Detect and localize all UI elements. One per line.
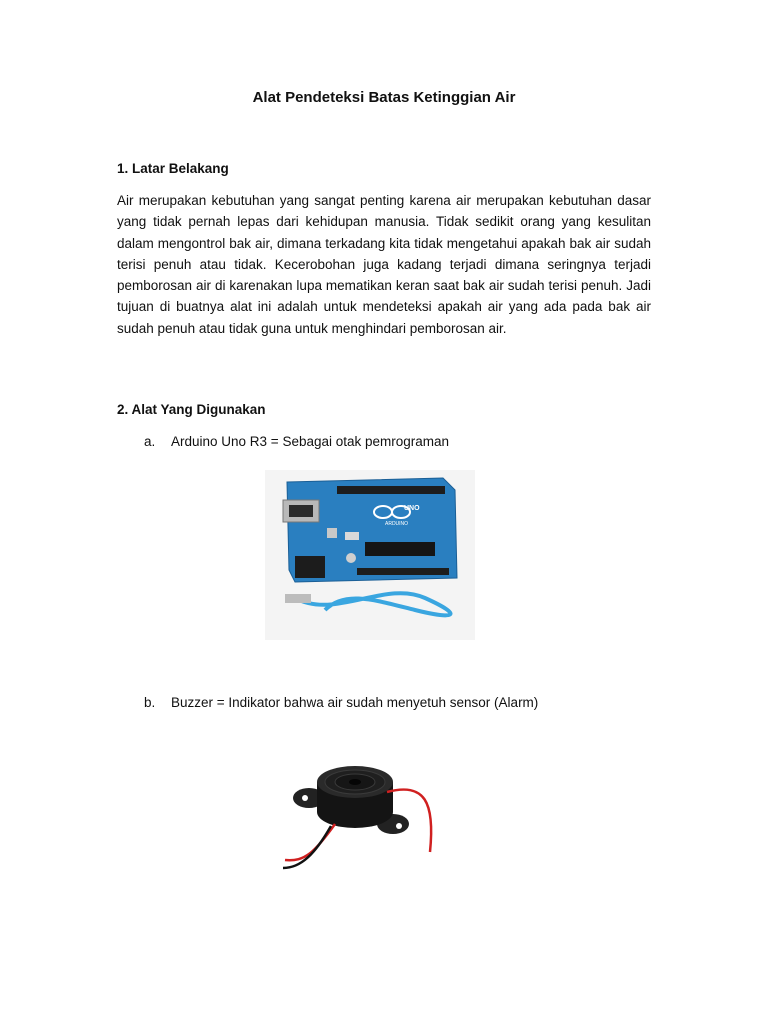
list-item-text: Arduino Uno R3 = Sebagai otak pemrograman: [171, 434, 450, 449]
section-paragraph-latar-belakang: Air merupakan kebutuhan yang sangat penting karena air merupakan kebutuhan dasar yang tidak pernah lepas dari kehidupan manusia. Tidak sedikit orang yang kesulitan dalam mengontrol bak air, dimana terkadang kita tidak mengetahui apakah bak air sudah terisi penuh atau tidak. Kecerobohan juga kadang terjadi dimana seringnya terjadi pemborosan air di karenakan lupa mematikan keran saat bak air sudah terisi penuh. Jadi tujuan di buatnya alat ini adalah untuk mendeteksi apakah air yang ada pada bak air sudah penuh atau tidak guna untuk menghindari pemborosan air.: [117, 193, 651, 336]
buzzer-image: [275, 742, 465, 892]
list-marker: a.: [144, 434, 156, 449]
list-marker: b.: [144, 695, 156, 710]
board-model-label: UNO: [404, 505, 420, 512]
board-brand-label: ARDUINO: [385, 521, 409, 527]
list-item-text: Buzzer = Indikator bahwa air sudah menyetuh sensor (Alarm): [171, 695, 539, 710]
section-heading-alat: 2. Alat Yang Digunakan: [117, 402, 266, 417]
section-heading-latar-belakang: 1. Latar Belakang: [117, 161, 229, 176]
document-title: Alat Pendeteksi Batas Ketinggian Air: [252, 89, 516, 106]
list-item-buzzer: [144, 695, 538, 710]
list-item-arduino: [144, 434, 449, 449]
arduino-uno-image: [265, 470, 475, 640]
